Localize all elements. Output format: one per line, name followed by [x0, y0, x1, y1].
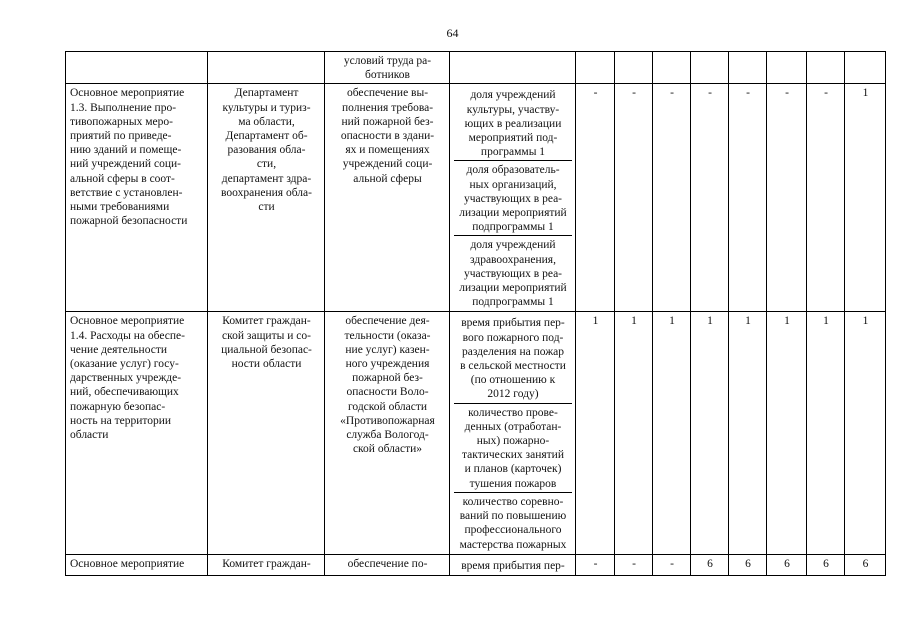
text-line: доля учреждений: [470, 89, 556, 102]
text-line: подпрограммы 1: [472, 296, 554, 309]
text-line: (по отношению к: [470, 374, 556, 387]
text-line: ваний по повышению: [459, 510, 567, 523]
text-line: ного учреждения: [345, 358, 430, 371]
value-cell: [845, 52, 886, 84]
value-cell: 1: [615, 312, 653, 554]
value-cell: -: [576, 554, 615, 575]
indicator-item: [454, 493, 572, 553]
goal-cell: [325, 312, 450, 554]
text-line: циальной безопас-: [221, 343, 312, 356]
text-line: ской области»: [352, 443, 423, 456]
table-row: [66, 312, 886, 554]
text-line: ных организаций,: [469, 178, 557, 191]
text-line: обеспечение дея-: [345, 315, 430, 328]
text-line: «Противопожарная: [340, 414, 435, 427]
text-line: доля учреждений: [470, 239, 556, 252]
value-cell: 6: [729, 554, 767, 575]
text-line: Департамент об-: [225, 130, 308, 143]
text-line: годской области: [347, 400, 428, 413]
text-line: опасности в здани-: [340, 130, 435, 143]
text-line: программы 1: [480, 146, 546, 159]
value-cell: 1: [576, 312, 615, 554]
table-row: [66, 84, 886, 312]
text-line: 1.3. Выполнение про-: [70, 101, 177, 114]
text-line: сти,: [256, 158, 277, 171]
text-line: и планов (карточек): [464, 463, 562, 476]
text-line: лизации мероприятий: [459, 282, 567, 295]
event-cell: [66, 84, 208, 312]
text-line: пожарной безопасности: [70, 215, 188, 228]
value-cell: 6: [845, 554, 886, 575]
value-cell: 1: [845, 312, 886, 554]
text-line: служба Вологод-: [346, 429, 429, 442]
text-line: здравоохранения,: [470, 253, 556, 266]
text-line: подпрограммы 1: [472, 221, 554, 234]
text-line: профессионального: [464, 524, 562, 537]
text-line: ма области,: [238, 115, 295, 128]
value-cell: [691, 52, 729, 84]
text-line: условий труда ра-: [343, 55, 432, 67]
text-line: ности области: [231, 358, 302, 371]
text-line: приятий по приведе-: [70, 130, 172, 143]
value-cell: -: [767, 84, 807, 312]
text-line: мероприятий под-: [468, 132, 558, 145]
value-cell: -: [807, 84, 845, 312]
text-line: ветствие с установлен-: [70, 186, 183, 199]
text-line: разделения на пожар: [461, 345, 564, 358]
text-line: (оказание услуг) госу-: [70, 358, 179, 371]
event-cell: [66, 312, 208, 554]
executor-cell: [208, 554, 325, 575]
text-line: пожарную безопас-: [70, 400, 166, 413]
table-row: [66, 554, 886, 575]
text-line: ность на территории: [70, 414, 172, 427]
text-line: альной сферы: [353, 172, 422, 185]
text-line: Комитет граждан-: [222, 557, 311, 570]
goal-cell: [325, 554, 450, 575]
text-line: ными требованиями: [70, 201, 170, 214]
text-line: тельности (оказа-: [344, 329, 431, 342]
text-line: воохранения обла-: [221, 186, 312, 199]
text-line: денных (отработан-: [464, 420, 562, 433]
text-line: время прибытия пер-: [461, 559, 565, 572]
indicator-item: [454, 161, 572, 236]
value-cell: -: [691, 84, 729, 312]
text-line: ях и помещениях: [345, 144, 430, 157]
indicator-item: [454, 314, 572, 403]
text-line: участвующих в реа-: [463, 267, 562, 280]
text-line: 2012 году): [487, 388, 539, 401]
indicator-item: [454, 86, 572, 161]
value-cell: 6: [807, 554, 845, 575]
text-line: участвующих в реа-: [463, 192, 562, 205]
value-cell: -: [615, 554, 653, 575]
goal-cell: [325, 84, 450, 312]
text-line: Департамент: [234, 87, 299, 100]
text-line: тушения пожаров: [469, 477, 557, 490]
text-line: разования обла-: [227, 144, 306, 157]
text-line: ской защиты и со-: [222, 329, 311, 342]
value-cell: -: [729, 84, 767, 312]
text-line: культуры и туриз-: [222, 101, 311, 114]
text-line: время прибытия пер-: [461, 317, 565, 330]
table-row: [66, 52, 886, 84]
text-line: ний учреждений соци-: [70, 158, 181, 171]
indicator-item: [454, 236, 572, 310]
text-line: ний, обеспечивающих: [70, 386, 179, 399]
text-line: обеспечение по-: [347, 557, 428, 570]
value-cell: 1: [729, 312, 767, 554]
value-cell: -: [576, 84, 615, 312]
text-line: ных) пожарно-: [476, 435, 550, 448]
text-line: тактических занятий: [462, 449, 564, 462]
indicator-cell: [450, 52, 576, 84]
executor-cell: [208, 52, 325, 84]
text-line: мастерства пожарных: [459, 538, 567, 551]
indicator-item: [454, 404, 572, 493]
indicator-cell: [450, 84, 576, 312]
value-cell: -: [653, 554, 691, 575]
text-line: Основное мероприятие: [70, 87, 185, 100]
text-line: Основное мероприятие: [70, 315, 185, 328]
executor-cell: [208, 84, 325, 312]
text-line: дарственных учрежде-: [70, 372, 182, 385]
value-cell: 6: [691, 554, 729, 575]
program-table: [65, 51, 886, 576]
value-cell: 1: [807, 312, 845, 554]
indicator-cell: [450, 554, 576, 575]
value-cell: 1: [653, 312, 691, 554]
text-line: сти: [258, 201, 275, 214]
text-line: опасности Воло-: [346, 386, 429, 399]
indicator-cell: [450, 312, 576, 554]
text-line: количество прове-: [468, 406, 558, 419]
text-line: вого пожарного под-: [462, 331, 564, 344]
text-line: доля образователь-: [466, 164, 560, 177]
value-cell: 1: [845, 84, 886, 312]
text-line: учреждений соци-: [342, 158, 433, 171]
text-line: Основное мероприятие: [70, 557, 185, 570]
text-line: полнения требова-: [341, 101, 434, 114]
value-cell: [729, 52, 767, 84]
value-cell: [767, 52, 807, 84]
value-cell: [576, 52, 615, 84]
text-line: обеспечение вы-: [346, 87, 429, 100]
text-line: культуры, участву-: [466, 103, 560, 116]
text-line: лизации мероприятий: [459, 207, 567, 220]
event-cell: [66, 554, 208, 575]
text-line: ние услуг) казен-: [345, 343, 430, 356]
text-line: ний пожарной без-: [341, 115, 434, 128]
text-line: ботников: [365, 69, 410, 82]
value-cell: 1: [691, 312, 729, 554]
text-line: 1.4. Расходы на обеспе-: [70, 329, 185, 342]
goal-cell: [325, 52, 450, 84]
text-line: чение деятельности: [70, 343, 168, 356]
value-cell: [615, 52, 653, 84]
text-line: нию зданий и помеще-: [70, 144, 182, 157]
value-cell: -: [653, 84, 691, 312]
text-line: области: [70, 429, 109, 442]
text-line: пожарной без-: [352, 372, 423, 385]
text-line: тивопожарных меро-: [70, 115, 173, 128]
text-line: альной сферы в соот-: [70, 172, 175, 185]
text-line: Комитет граждан-: [222, 315, 311, 328]
indicator-item: [454, 557, 572, 574]
text-line: департамент здра-: [221, 172, 312, 185]
table-body: [66, 52, 886, 576]
value-cell: [653, 52, 691, 84]
page-number: 64: [446, 26, 459, 40]
text-line: ющих в реализации: [464, 117, 562, 130]
executor-cell: [208, 312, 325, 554]
value-cell: -: [615, 84, 653, 312]
value-cell: 1: [767, 312, 807, 554]
event-cell: [66, 52, 208, 84]
value-cell: 6: [767, 554, 807, 575]
text-line: в сельской местности: [460, 360, 566, 373]
text-line: количество соревно-: [462, 495, 564, 508]
value-cell: [807, 52, 845, 84]
